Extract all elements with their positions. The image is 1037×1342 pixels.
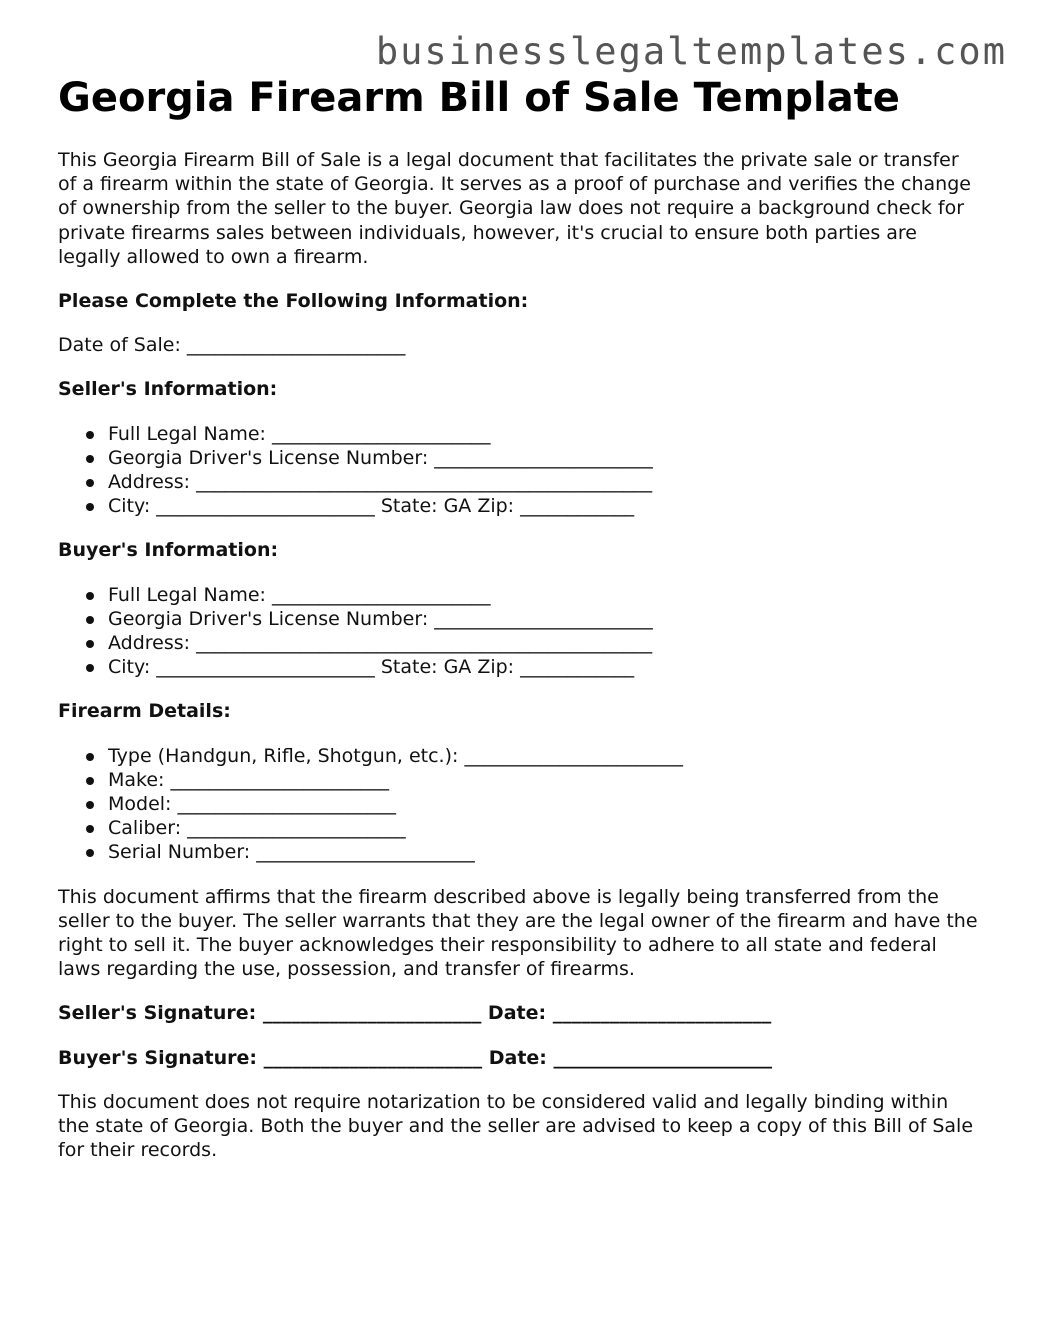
seller-full-name-field: Full Legal Name: _______________________ bbox=[108, 422, 978, 446]
seller-signature-line: Seller's Signature: _______________________ Date: _______________________ bbox=[58, 1002, 772, 1025]
buyer-address-field: Address: ________________________________________________ bbox=[108, 631, 978, 655]
buyer-city-state-zip-field: City: _______________________ State: GA Zip: ____________ bbox=[108, 655, 978, 679]
firearm-details-heading: Firearm Details: bbox=[58, 700, 231, 723]
seller-city-state-zip-field: City: _______________________ State: GA Zip: ____________ bbox=[108, 494, 978, 518]
seller-info-list bbox=[58, 422, 978, 519]
date-of-sale-field: Date of Sale: _______________________ bbox=[58, 334, 406, 357]
buyer-signature-line: Buyer's Signature: _______________________ Date: _______________________ bbox=[58, 1046, 773, 1069]
complete-info-heading: Please Complete the Following Information: bbox=[58, 290, 529, 313]
seller-address-field: Address: ________________________________________________ bbox=[108, 470, 978, 494]
intro-paragraph: This Georgia Firearm Bill of Sale is a legal document that facilitates the private sale or transfer of a firearm within the state of Georgia. It serves as a proof of purchase and verifies the change of ownership from the seller to the buyer. Georgia law does not require a background check for private firearms sales between individuals, however, it's crucial to ensure both parties are legally allowed to own a firearm. bbox=[58, 149, 971, 268]
document-title: Georgia Firearm Bill of Sale Template bbox=[58, 75, 900, 121]
firearm-caliber-field: Caliber: _______________________ bbox=[108, 816, 978, 840]
seller-license-field: Georgia Driver's License Number: _______________________ bbox=[108, 446, 978, 470]
document-body bbox=[58, 72, 978, 1183]
watermark-text: businesslegaltemplates.com bbox=[375, 30, 1007, 73]
firearm-make-field: Make: _______________________ bbox=[108, 768, 978, 792]
firearm-model-field: Model: _______________________ bbox=[108, 792, 978, 816]
buyer-info-list bbox=[58, 583, 978, 680]
firearm-serial-field: Serial Number: _______________________ bbox=[108, 840, 978, 864]
buyer-full-name-field: Full Legal Name: _______________________ bbox=[108, 583, 978, 607]
firearm-type-field: Type (Handgun, Rifle, Shotgun, etc.): _______________________ bbox=[108, 744, 978, 768]
seller-info-heading: Seller's Information: bbox=[58, 378, 278, 401]
firearm-details-list bbox=[58, 744, 978, 865]
closing-paragraph: This document does not require notarization to be considered valid and legally binding within the state of Georgia. Both the buyer and the seller are advised to keep a copy of this Bill of Sale for their records. bbox=[58, 1090, 974, 1162]
buyer-info-heading: Buyer's Information: bbox=[58, 539, 279, 562]
buyer-license-field: Georgia Driver's License Number: _______________________ bbox=[108, 607, 978, 631]
affirmation-paragraph: This document affirms that the firearm described above is legally being transferred from the seller to the buyer. The seller warrants that they are the legal owner of the firearm and have the right to sell it. The buyer acknowledges their responsibility to adhere to all state and federal laws regarding the use, possession, and transfer of firearms. bbox=[58, 885, 978, 981]
